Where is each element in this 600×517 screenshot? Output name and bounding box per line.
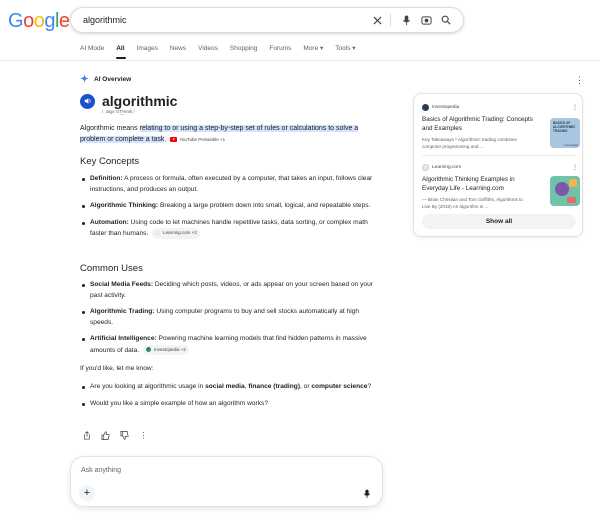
search-box[interactable]: [70, 7, 464, 33]
divider: [422, 155, 576, 156]
logo-letter: g: [44, 10, 55, 32]
definition-paragraph: [80, 123, 370, 145]
followup-option: computer science: [311, 383, 368, 390]
definition-end: .: [164, 136, 167, 144]
followup-text: ,: [244, 383, 249, 390]
sources-panel: [413, 93, 583, 237]
sparkle-icon: [80, 74, 89, 85]
list-item: [80, 334, 380, 356]
tab-forums[interactable]: Forums: [269, 45, 292, 52]
thumbnail-shape: [569, 179, 577, 187]
source-site-name: Learning.com: [432, 165, 462, 170]
list-item: [80, 174, 380, 195]
list-item: [80, 307, 380, 328]
dictionary-word: algorithmic: [102, 93, 178, 109]
list-item-term: Algorithmic Thinking:: [90, 202, 159, 209]
source-site-name: Investopedia: [432, 105, 460, 110]
source-chip[interactable]: [143, 345, 189, 356]
tab-tools-label: Tools: [335, 45, 351, 52]
investopedia-favicon: [422, 104, 429, 111]
mic-icon[interactable]: [397, 11, 415, 29]
source-thumbnail: [550, 118, 580, 148]
source-chip-label: YouTube: [179, 137, 198, 142]
list-item-term: Definition:: [90, 175, 123, 182]
source-snippet: — Brian Christian and Tom Griffiths, Algorithms to Live By (2016) An algorithm is ...: [422, 197, 523, 209]
ask-input[interactable]: Ask anything: [81, 467, 122, 474]
add-icon[interactable]: +: [79, 485, 95, 501]
more-options-icon[interactable]: ⋮: [139, 431, 148, 440]
thumbs-down-icon[interactable]: [120, 431, 129, 440]
source-chip[interactable]: [170, 134, 225, 145]
tab-tools[interactable]: [335, 44, 355, 54]
source-title[interactable]: Algorithmic Thinking Examples in Everyday Life - Learning.com: [422, 176, 515, 192]
active-tab-indicator: [116, 57, 126, 59]
logo-letter: e: [58, 10, 70, 32]
ai-overview-label: AI Overview: [94, 76, 132, 83]
search-icon[interactable]: [437, 11, 455, 29]
youtube-icon: [170, 137, 177, 142]
source-snippet: Key Takeaways * Algorithmic trading combines computer programming and ...: [422, 137, 517, 149]
list-item-text: A process or formula, often executed by a computer, that takes an input, follows clear instructions, and produces an output.: [90, 175, 373, 193]
list-item-term: Algorithmic Trading:: [90, 308, 155, 315]
logo-letter: o: [23, 10, 34, 32]
tab-more[interactable]: [303, 44, 323, 54]
thumbnail-text: BASICS OF ALGORITHMIC TRADING: [553, 121, 576, 133]
tab-ai-mode[interactable]: AI Mode: [80, 45, 105, 52]
more-options-icon[interactable]: ⋮: [575, 75, 584, 85]
ask-box[interactable]: [70, 456, 383, 507]
speaker-icon[interactable]: [80, 94, 95, 109]
thumbnail-shape: [567, 197, 576, 203]
source-chip-label: Learning.com +2: [163, 230, 197, 235]
tab-images[interactable]: Images: [136, 45, 158, 52]
search-tabs: [80, 44, 368, 54]
followup-text: , or: [300, 383, 312, 390]
thumbnail-credit: Investopedia: [564, 144, 578, 147]
source-thumbnail: [550, 176, 580, 206]
followup-option: finance (trading): [248, 383, 301, 390]
list-item: [80, 399, 380, 410]
ai-overview-header: [80, 74, 131, 85]
source-title[interactable]: Basics of Algorithmic Trading: Concepts and Examples: [422, 116, 533, 132]
clear-icon[interactable]: [368, 11, 386, 29]
tab-news[interactable]: News: [169, 45, 187, 52]
common-uses-list: [80, 280, 380, 362]
source-chip-extra: Periwinkle +1: [198, 137, 226, 142]
thumbnail-shape: [555, 182, 569, 196]
thumbs-up-icon[interactable]: [101, 431, 110, 440]
followup-list: [80, 382, 380, 415]
mic-icon[interactable]: [363, 486, 371, 504]
list-item: [80, 201, 380, 212]
tab-more-label: More: [303, 45, 319, 52]
followup-text: Would you like a simple example of how an algorithm works?: [90, 399, 268, 407]
list-item: [80, 218, 380, 240]
source-chip[interactable]: [152, 228, 200, 239]
list-item: [80, 280, 380, 301]
logo-letter: l: [54, 10, 59, 32]
list-item: [80, 382, 380, 393]
chevron-down-icon: ▾: [320, 45, 324, 52]
feedback-row: [82, 431, 148, 440]
show-all-button[interactable]: Show all: [422, 214, 576, 229]
divider: [390, 13, 391, 27]
key-concepts-heading: Key Concepts: [80, 156, 140, 167]
list-item-text: Using computer programs to buy and sell stocks automatically at high speeds.: [90, 308, 359, 326]
list-item-text: Breaking a large problem down into small, logical, and repeatable steps.: [158, 202, 371, 209]
tab-all[interactable]: All: [116, 45, 125, 52]
list-item-term: Social Media Feeds:: [90, 281, 154, 288]
tab-shopping[interactable]: Shopping: [229, 45, 258, 52]
list-item-text: Using code to let machines handle repetitive tasks, data sorting, or complex math faster than humans.: [90, 218, 368, 237]
lens-icon[interactable]: [417, 11, 435, 29]
logo-letter: G: [8, 10, 24, 32]
dictionary-header: [80, 93, 177, 109]
definition-text: Algorithmic means: [80, 125, 140, 132]
logo-letter: o: [33, 10, 45, 32]
list-item-text: Powering machine learning models that find hidden patterns in massive amounts of data.: [90, 335, 367, 354]
list-item-term: Artificial Intelligence:: [90, 335, 157, 342]
learning-favicon: [155, 231, 160, 236]
list-item-term: Automation:: [90, 218, 129, 226]
phonetic-text: / ˌalɡəˈrɪT͟Hmik /: [102, 109, 135, 114]
followup-option: social media: [205, 383, 245, 390]
key-concepts-list: [80, 174, 380, 246]
source-card[interactable]: [422, 164, 578, 210]
more-options-icon[interactable]: ⋮: [572, 165, 578, 171]
learning-favicon: [422, 164, 429, 171]
more-options-icon[interactable]: ⋮: [572, 105, 578, 111]
source-chip-label: Investopedia +2: [153, 346, 186, 352]
highlighted-definition: relating to or using a step-by-step set of rules or calculations to solve a problem or complete a task: [80, 125, 359, 144]
header-divider: [0, 60, 600, 61]
followup-intro: If you'd like, let me know:: [80, 365, 154, 372]
list-item-text: Deciding which posts, videos, or ads appear on your screen based on your past activity.: [90, 281, 373, 299]
followup-text: Are you looking at algorithmic usage in: [90, 383, 206, 390]
google-logo[interactable]: [8, 10, 70, 33]
share-icon[interactable]: [82, 431, 91, 440]
source-card[interactable]: [422, 104, 578, 150]
investopedia-favicon: [146, 347, 151, 352]
chevron-down-icon: ▾: [352, 45, 356, 52]
tab-videos[interactable]: Videos: [198, 45, 218, 52]
search-input[interactable]: algorithmic: [83, 15, 127, 25]
source-site: [422, 104, 578, 111]
common-uses-heading: Common Uses: [80, 263, 143, 274]
followup-text: ?: [367, 383, 372, 390]
source-site: [422, 164, 578, 171]
